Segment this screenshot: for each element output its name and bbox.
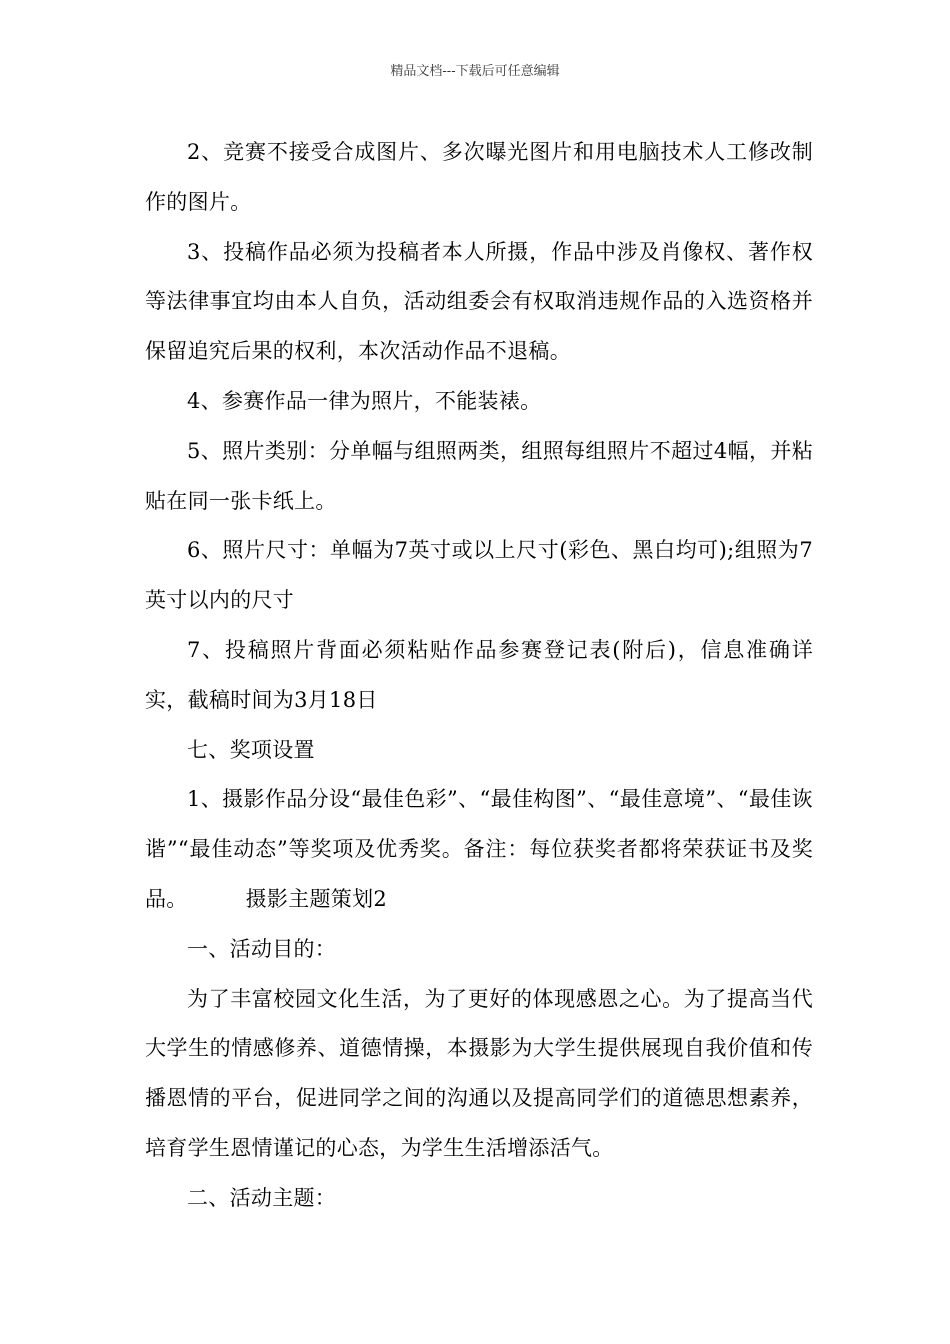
paragraph-rule-6: 6、照片尺寸：单幅为7英寸或以上尺寸(彩色、黑白均可);组照为7英寸以内的尺寸 <box>145 538 813 613</box>
awards-text: 1、摄影作品分设“最佳色彩”、“最佳构图”、“最佳意境”、“最佳诙谐”“最佳动态”等奖项及优秀奖。备注：每位获奖者都将荣获证书及奖品。 <box>145 787 813 911</box>
paragraph-rule-5: 5、照片类别：分单幅与组照两类，组照每组照片不超过4幅，并粘贴在同一张卡纸上。 <box>145 438 813 513</box>
paragraph-purpose: 为了丰富校园文化生活，为了更好的体现感恩之心。为了提高当代大学生的情感修养、道德情操，本摄影为大学生提供展现自我价值和传播恩情的平台，促进同学之间的沟通以及提高同学们的道德思想素养，培育学生恩情谨记的心态，为学生生活增添活气。 <box>145 986 813 1160</box>
document-body <box>145 128 813 1224</box>
paragraph-awards-1 <box>145 775 813 924</box>
paragraph-rule-7: 7、投稿照片背面必须粘贴作品参赛登记表(附后)，信息准确详实，截稿时间为3月18日 <box>145 637 813 712</box>
paragraph-rule-4: 4、参赛作品一律为照片，不能装裱。 <box>187 388 542 413</box>
inline-heading: 摄影主题策划2 <box>245 886 388 911</box>
page-header: 精品文档---下载后可任意编辑 <box>390 64 560 79</box>
section-heading-theme: 二、活动主题： <box>187 1185 337 1210</box>
paragraph-rule-3: 3、投稿作品必须为投稿者本人所摄，作品中涉及肖像权、著作权等法律事宜均由本人自负，活动组委会有权取消违规作品的入选资格并保留追究后果的权利，本次活动作品不退稿。 <box>145 239 813 364</box>
section-heading-awards: 七、奖项设置 <box>187 737 315 762</box>
section-heading-purpose: 一、活动目的： <box>187 936 337 961</box>
paragraph-rule-2: 2、竞赛不接受合成图片、多次曝光图片和用电脑技术人工修改制作的图片。 <box>145 140 813 214</box>
